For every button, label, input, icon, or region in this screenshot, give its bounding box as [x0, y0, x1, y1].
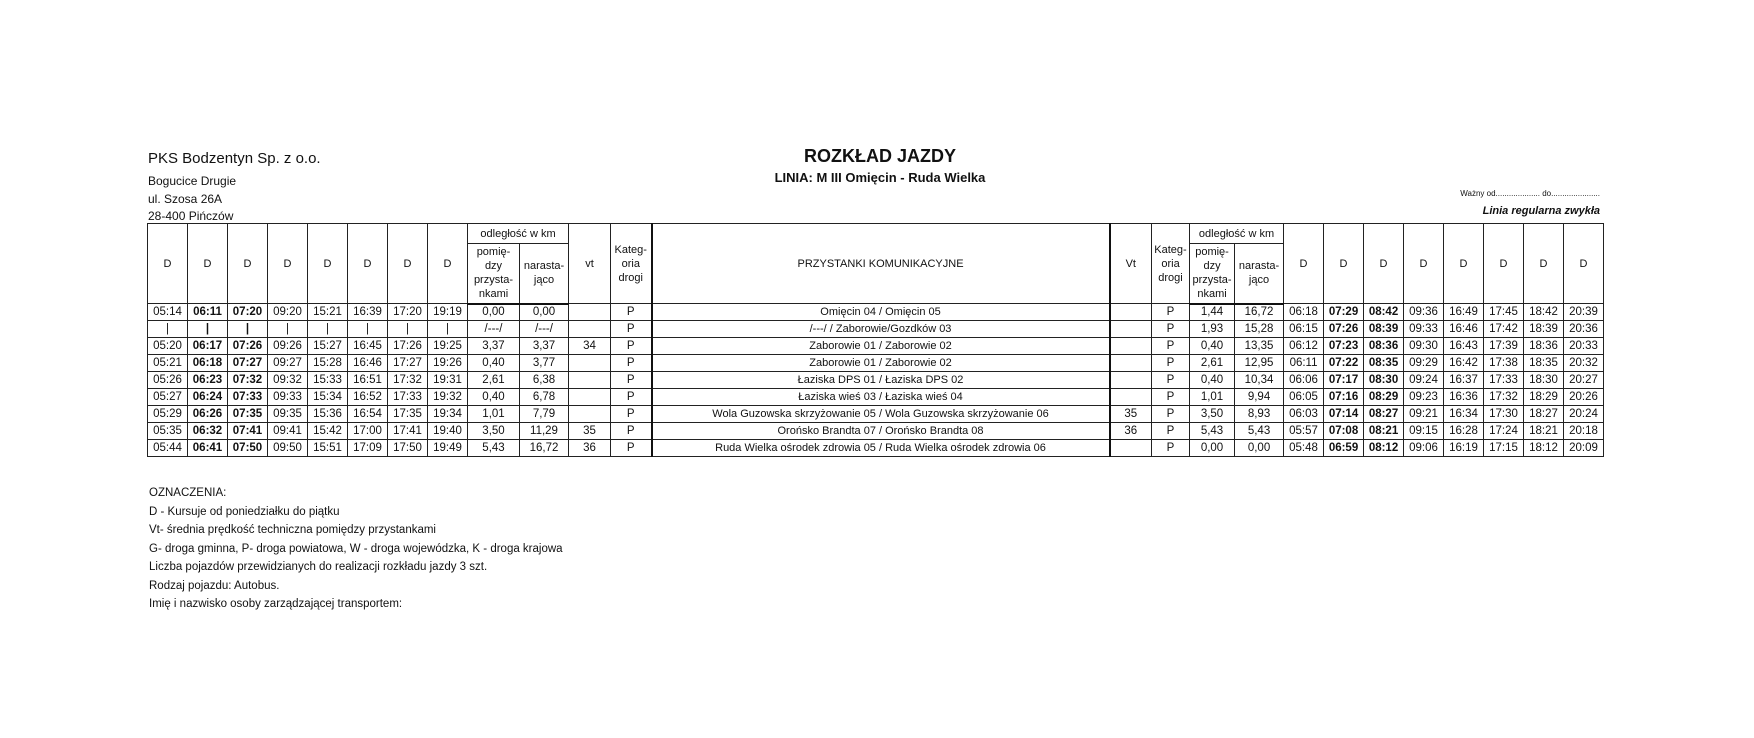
distance-cumulative: 3,37	[520, 338, 569, 355]
departure-time: 06:06	[1284, 372, 1324, 389]
distance-between: 3,37	[468, 338, 520, 355]
note-line: G- droga gminna, P- droga powiatowa, W - droga wojewódzka, K - droga krajowa	[149, 542, 563, 555]
departure-time: 19:40	[428, 423, 468, 440]
col-between-stops: pomię- dzy przysta- nkami	[468, 244, 520, 304]
departure-time: 07:41	[228, 423, 268, 440]
distance-cumulative: 6,38	[520, 372, 569, 389]
road-category: P	[1152, 423, 1190, 440]
departure-time: 07:17	[1324, 372, 1364, 389]
distance-cumulative: 6,78	[520, 389, 569, 406]
stop-name: Łaziska wieś 03 / Łaziska wieś 04	[652, 389, 1110, 406]
col-cumulative: narasta- jąco	[520, 244, 569, 304]
departure-time: 06:03	[1284, 406, 1324, 423]
departure-time: 19:25	[428, 338, 468, 355]
note-line: D - Kursuje od poniedziałku do piątku	[149, 505, 340, 518]
departure-time: 18:35	[1524, 355, 1564, 372]
departure-time: 18:21	[1524, 423, 1564, 440]
departure-time: 17:38	[1484, 355, 1524, 372]
stop-name: Zaborowie 01 / Zaborowie 02	[652, 338, 1110, 355]
departure-time: 05:44	[148, 440, 188, 457]
departure-time: 20:32	[1564, 355, 1604, 372]
road-category: P	[611, 321, 652, 338]
distance-group-header: odległość w km	[1190, 224, 1284, 244]
departure-time: 17:15	[1484, 440, 1524, 457]
road-category: P	[611, 355, 652, 372]
departure-time: 07:20	[228, 304, 268, 321]
departure-time: 08:35	[1364, 355, 1404, 372]
timetable-row	[148, 440, 1604, 457]
departure-time: 06:11	[188, 304, 228, 321]
departure-time: 09:30	[1404, 338, 1444, 355]
departure-time: 07:26	[1324, 321, 1364, 338]
departure-time: 07:22	[1324, 355, 1364, 372]
departure-time: 08:36	[1364, 338, 1404, 355]
departure-time: 05:48	[1284, 440, 1324, 457]
departure-time: 06:11	[1284, 355, 1324, 372]
distance-group-header: odległość w km	[468, 224, 569, 244]
departure-time: 17:09	[348, 440, 388, 457]
departure-time: 07:23	[1324, 338, 1364, 355]
departure-time: 17:24	[1484, 423, 1524, 440]
departure-time: 20:26	[1564, 389, 1604, 406]
departure-time: 07:33	[228, 389, 268, 406]
distance-between: 2,61	[468, 372, 520, 389]
departure-time: 18:42	[1524, 304, 1564, 321]
speed-vt	[1110, 372, 1152, 389]
departure-time: |	[388, 321, 428, 338]
departure-time: 09:23	[1404, 389, 1444, 406]
departure-time: 16:36	[1444, 389, 1484, 406]
departure-time: 06:24	[188, 389, 228, 406]
departure-time: 16:52	[348, 389, 388, 406]
departure-time: 18:29	[1524, 389, 1564, 406]
line-subtitle: LINIA: M III Omięcin - Ruda Wielka	[774, 170, 986, 185]
speed-vt	[569, 389, 611, 406]
timetable-row	[148, 355, 1604, 372]
departure-time: 09:27	[268, 355, 308, 372]
departure-time: 16:49	[1444, 304, 1484, 321]
distance-cumulative: 15,28	[1235, 321, 1284, 338]
timetable-row	[148, 406, 1604, 423]
speed-vt: 35	[1110, 406, 1152, 423]
distance-between: 2,61	[1190, 355, 1235, 372]
col-d: D	[428, 224, 468, 304]
departure-time: 09:50	[268, 440, 308, 457]
col-d: D	[1284, 224, 1324, 304]
distance-between: 1,01	[1190, 389, 1235, 406]
speed-vt	[1110, 321, 1152, 338]
departure-time: 07:26	[228, 338, 268, 355]
col-d: D	[268, 224, 308, 304]
timetable-body	[148, 304, 1604, 457]
note-line: Imię i nazwisko osoby zarządzającej transportem:	[149, 598, 403, 610]
departure-time: 20:39	[1564, 304, 1604, 321]
departure-time: 15:28	[308, 355, 348, 372]
departure-time: 20:27	[1564, 372, 1604, 389]
departure-time: 09:24	[1404, 372, 1444, 389]
departure-time: |	[148, 321, 188, 338]
departure-time: 16:45	[348, 338, 388, 355]
company-address-line-3: 28-400 Pińczów	[148, 209, 234, 223]
distance-cumulative: 12,95	[1235, 355, 1284, 372]
timetable-row	[148, 423, 1604, 440]
departure-time: 07:14	[1324, 406, 1364, 423]
speed-vt	[1110, 355, 1152, 372]
departure-time: 16:42	[1444, 355, 1484, 372]
departure-time: 05:20	[148, 338, 188, 355]
col-d: D	[1524, 224, 1564, 304]
departure-time: 16:54	[348, 406, 388, 423]
speed-vt	[1110, 304, 1152, 321]
road-category: P	[1152, 406, 1190, 423]
validity-period: Ważny od.................... do......................	[1460, 189, 1600, 198]
distance-between: 3,50	[468, 423, 520, 440]
departure-time: 09:35	[268, 406, 308, 423]
departure-time: |	[228, 321, 268, 338]
departure-time: 09:20	[268, 304, 308, 321]
departure-time: 09:26	[268, 338, 308, 355]
departure-time: 06:59	[1324, 440, 1364, 457]
timetable-row	[148, 321, 1604, 338]
departure-time: 16:39	[348, 304, 388, 321]
departure-time: 07:32	[228, 372, 268, 389]
speed-vt	[569, 406, 611, 423]
speed-vt	[569, 355, 611, 372]
departure-time: 05:26	[148, 372, 188, 389]
distance-cumulative: 11,29	[520, 423, 569, 440]
company-address-line-1: Bogucice Drugie	[148, 174, 237, 188]
line-type: Linia regularna zwykła	[1482, 205, 1600, 217]
departure-time: 09:06	[1404, 440, 1444, 457]
distance-cumulative: 9,94	[1235, 389, 1284, 406]
distance-cumulative: /---/	[520, 321, 569, 338]
col-d: D	[1364, 224, 1404, 304]
departure-time: 09:41	[268, 423, 308, 440]
timetable-row	[148, 304, 1604, 321]
road-category: P	[1152, 440, 1190, 457]
distance-between: 3,50	[1190, 406, 1235, 423]
distance-between: 0,00	[1190, 440, 1235, 457]
distance-between: /---/	[468, 321, 520, 338]
speed-vt: 36	[1110, 423, 1152, 440]
distance-cumulative: 3,77	[520, 355, 569, 372]
departure-time: 05:27	[148, 389, 188, 406]
departure-time: 19:34	[428, 406, 468, 423]
departure-time: 06:41	[188, 440, 228, 457]
departure-time: 20:33	[1564, 338, 1604, 355]
distance-between: 0,40	[1190, 338, 1235, 355]
departure-time: 15:33	[308, 372, 348, 389]
distance-between: 0,00	[468, 304, 520, 321]
departure-time: 06:18	[188, 355, 228, 372]
speed-vt: 34	[569, 338, 611, 355]
departure-time: 09:15	[1404, 423, 1444, 440]
col-vt: vt	[569, 224, 611, 304]
departure-time: 16:37	[1444, 372, 1484, 389]
departure-time: 09:29	[1404, 355, 1444, 372]
distance-between: 0,40	[468, 355, 520, 372]
departure-time: 15:36	[308, 406, 348, 423]
distance-between: 5,43	[1190, 423, 1235, 440]
departure-time: 09:33	[268, 389, 308, 406]
departure-time: 08:29	[1364, 389, 1404, 406]
stop-name: /---/ / Zaborowie/Gozdków 03	[652, 321, 1110, 338]
departure-time: 15:51	[308, 440, 348, 457]
departure-time: 06:18	[1284, 304, 1324, 321]
departure-time: 06:12	[1284, 338, 1324, 355]
document-title: ROZKŁAD JAZDY	[804, 146, 956, 166]
departure-time: 15:42	[308, 423, 348, 440]
departure-time: 05:29	[148, 406, 188, 423]
departure-time: 16:43	[1444, 338, 1484, 355]
departure-time: 19:19	[428, 304, 468, 321]
departure-time: |	[348, 321, 388, 338]
departure-time: 17:32	[1484, 389, 1524, 406]
departure-time: 07:50	[228, 440, 268, 457]
departure-time: 09:21	[1404, 406, 1444, 423]
header-row-top	[148, 224, 1604, 244]
road-category: P	[1152, 355, 1190, 372]
departure-time: 17:33	[388, 389, 428, 406]
col-d: D	[1444, 224, 1484, 304]
departure-time: 17:26	[388, 338, 428, 355]
timetable	[147, 223, 1604, 457]
note-line: Vt- średnia prędkość techniczna pomiędzy przystankami	[149, 524, 436, 536]
departure-time: 18:36	[1524, 338, 1564, 355]
departure-time: 07:08	[1324, 423, 1364, 440]
col-d: D	[188, 224, 228, 304]
note-line: Liczba pojazdów przewidzianych do realizacji rozkładu jazdy 3 szt.	[149, 561, 488, 573]
distance-cumulative: 10,34	[1235, 372, 1284, 389]
departure-time: 20:09	[1564, 440, 1604, 457]
col-d: D	[308, 224, 348, 304]
departure-time: 16:19	[1444, 440, 1484, 457]
company-name: PKS Bodzentyn Sp. z o.o.	[148, 150, 321, 167]
departure-time: 16:51	[348, 372, 388, 389]
col-d: D	[348, 224, 388, 304]
departure-time: 17:50	[388, 440, 428, 457]
departure-time: 08:27	[1364, 406, 1404, 423]
departure-time: |	[308, 321, 348, 338]
departure-time: 19:31	[428, 372, 468, 389]
departure-time: 17:42	[1484, 321, 1524, 338]
departure-time: 19:32	[428, 389, 468, 406]
timetable-row	[148, 338, 1604, 355]
distance-cumulative: 13,35	[1235, 338, 1284, 355]
distance-between: 0,40	[468, 389, 520, 406]
departure-time: 17:30	[1484, 406, 1524, 423]
road-category: P	[611, 406, 652, 423]
departure-time: 06:15	[1284, 321, 1324, 338]
speed-vt	[1110, 440, 1152, 457]
distance-cumulative: 8,93	[1235, 406, 1284, 423]
departure-time: 17:41	[388, 423, 428, 440]
col-d: D	[1484, 224, 1524, 304]
departure-time: 08:12	[1364, 440, 1404, 457]
departure-time: 09:33	[1404, 321, 1444, 338]
distance-cumulative: 0,00	[520, 304, 569, 321]
legend-notes	[149, 484, 563, 614]
stop-name: Omięcin 04 / Omięcin 05	[652, 304, 1110, 321]
road-category: P	[1152, 321, 1190, 338]
departure-time: 19:49	[428, 440, 468, 457]
departure-time: 05:57	[1284, 423, 1324, 440]
speed-vt: 36	[569, 440, 611, 457]
departure-time: 08:21	[1364, 423, 1404, 440]
departure-time: 19:26	[428, 355, 468, 372]
departure-time: 09:36	[1404, 304, 1444, 321]
departure-time: 17:45	[1484, 304, 1524, 321]
departure-time: 16:28	[1444, 423, 1484, 440]
road-category: P	[611, 389, 652, 406]
departure-time: 17:39	[1484, 338, 1524, 355]
departure-time: 07:16	[1324, 389, 1364, 406]
departure-time: 15:27	[308, 338, 348, 355]
col-d: D	[148, 224, 188, 304]
stop-name: Ruda Wielka ośrodek zdrowia 05 / Ruda Wielka ośrodek zdrowia 06	[652, 440, 1110, 457]
timetable-row	[148, 389, 1604, 406]
col-category: Kateg- oria drogi	[1152, 224, 1190, 304]
speed-vt	[569, 321, 611, 338]
departure-time: 15:34	[308, 389, 348, 406]
col-cumulative: narasta- jąco	[1235, 244, 1284, 304]
departure-time: 05:35	[148, 423, 188, 440]
departure-time: 17:33	[1484, 372, 1524, 389]
departure-time: 06:23	[188, 372, 228, 389]
col-d: D	[228, 224, 268, 304]
departure-time: |	[268, 321, 308, 338]
speed-vt	[1110, 389, 1152, 406]
departure-time: 18:30	[1524, 372, 1564, 389]
road-category: P	[1152, 304, 1190, 321]
road-category: P	[611, 423, 652, 440]
distance-cumulative: 7,79	[520, 406, 569, 423]
col-vt: Vt	[1110, 224, 1152, 304]
departure-time: 05:21	[148, 355, 188, 372]
departure-time: 17:00	[348, 423, 388, 440]
road-category: P	[611, 338, 652, 355]
speed-vt	[569, 372, 611, 389]
departure-time: 20:24	[1564, 406, 1604, 423]
distance-cumulative: 0,00	[1235, 440, 1284, 457]
road-category: P	[611, 440, 652, 457]
stop-name: Zaborowie 01 / Zaborowie 02	[652, 355, 1110, 372]
speed-vt	[1110, 338, 1152, 355]
departure-time: 17:27	[388, 355, 428, 372]
stop-name: Łaziska DPS 01 / Łaziska DPS 02	[652, 372, 1110, 389]
company-address-line-2: ul. Szosa 26A	[148, 192, 223, 206]
departure-time: 16:46	[1444, 321, 1484, 338]
notes-heading: OZNACZENIA:	[149, 487, 227, 499]
departure-time: 07:27	[228, 355, 268, 372]
departure-time: 08:30	[1364, 372, 1404, 389]
distance-between: 1,93	[1190, 321, 1235, 338]
departure-time: 17:32	[388, 372, 428, 389]
departure-time: 05:14	[148, 304, 188, 321]
note-line: Rodzaj pojazdu: Autobus.	[149, 579, 280, 592]
departure-time: 06:05	[1284, 389, 1324, 406]
departure-time: 07:35	[228, 406, 268, 423]
col-d: D	[388, 224, 428, 304]
departure-time: 17:20	[388, 304, 428, 321]
departure-time: 18:12	[1524, 440, 1564, 457]
departure-time: 15:21	[308, 304, 348, 321]
departure-time: 07:29	[1324, 304, 1364, 321]
distance-between: 0,40	[1190, 372, 1235, 389]
distance-between: 5,43	[468, 440, 520, 457]
col-d: D	[1324, 224, 1364, 304]
departure-time: 06:26	[188, 406, 228, 423]
col-category: Kateg- oria drogi	[611, 224, 652, 304]
departure-time: 06:17	[188, 338, 228, 355]
col-between-stops: pomię- dzy przysta- nkami	[1190, 244, 1235, 304]
distance-cumulative: 16,72	[520, 440, 569, 457]
road-category: P	[1152, 338, 1190, 355]
timetable-row	[148, 372, 1604, 389]
stop-name: Wola Guzowska skrzyżowanie 05 / Wola Guzowska skrzyżowanie 06	[652, 406, 1110, 423]
road-category: P	[611, 372, 652, 389]
distance-between: 1,01	[468, 406, 520, 423]
road-category: P	[1152, 372, 1190, 389]
stop-name: Orońsko Brandta 07 / Orońsko Brandta 08	[652, 423, 1110, 440]
departure-time: 18:39	[1524, 321, 1564, 338]
departure-time: 18:27	[1524, 406, 1564, 423]
departure-time: 16:46	[348, 355, 388, 372]
departure-time: 08:42	[1364, 304, 1404, 321]
speed-vt: 35	[569, 423, 611, 440]
departure-time: |	[188, 321, 228, 338]
departure-time: 20:36	[1564, 321, 1604, 338]
distance-cumulative: 16,72	[1235, 304, 1284, 321]
road-category: P	[1152, 389, 1190, 406]
distance-cumulative: 5,43	[1235, 423, 1284, 440]
departure-time: 20:18	[1564, 423, 1604, 440]
departure-time: 09:32	[268, 372, 308, 389]
departure-time: 17:35	[388, 406, 428, 423]
speed-vt	[569, 304, 611, 321]
col-d: D	[1404, 224, 1444, 304]
departure-time: 16:34	[1444, 406, 1484, 423]
col-d: D	[1564, 224, 1604, 304]
road-category: P	[611, 304, 652, 321]
departure-time: |	[428, 321, 468, 338]
departure-time: 06:32	[188, 423, 228, 440]
distance-between: 1,44	[1190, 304, 1235, 321]
departure-time: 08:39	[1364, 321, 1404, 338]
col-stops: PRZYSTANKI KOMUNIKACYJNE	[652, 224, 1110, 304]
